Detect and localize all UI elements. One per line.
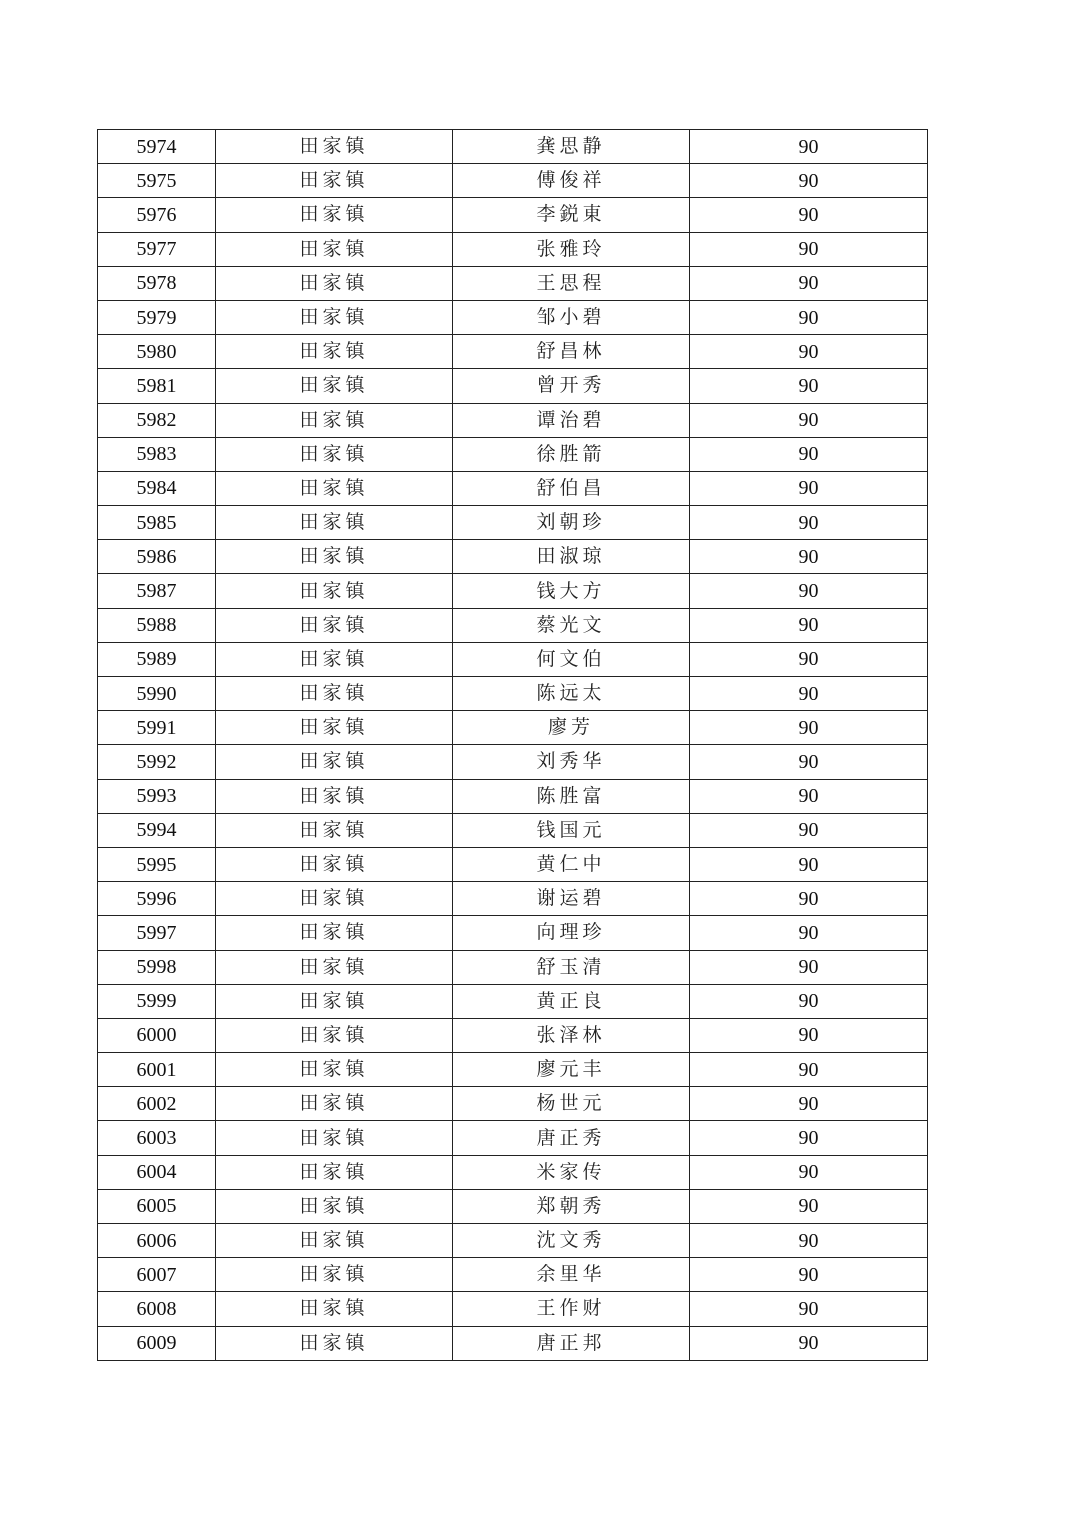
score-cell: 90 <box>690 198 928 232</box>
score-cell: 90 <box>690 574 928 608</box>
table-row <box>98 164 928 198</box>
row-number-cell: 5982 <box>98 403 216 437</box>
row-number-cell: 5977 <box>98 232 216 266</box>
score-cell: 90 <box>690 130 928 164</box>
town-cell: 田家镇 <box>216 300 453 334</box>
row-number-cell: 5981 <box>98 369 216 403</box>
person-name-cell: 张泽林 <box>453 1018 690 1052</box>
score-cell: 90 <box>690 300 928 334</box>
score-cell: 90 <box>690 437 928 471</box>
score-cell: 90 <box>690 403 928 437</box>
table-row <box>98 1292 928 1326</box>
score-cell: 90 <box>690 164 928 198</box>
person-name-cell: 王思程 <box>453 266 690 300</box>
score-cell: 90 <box>690 1189 928 1223</box>
table-row <box>98 813 928 847</box>
row-number-cell: 5996 <box>98 882 216 916</box>
roster-table <box>97 129 928 1361</box>
town-cell: 田家镇 <box>216 1087 453 1121</box>
row-number-cell: 5978 <box>98 266 216 300</box>
row-number-cell: 6007 <box>98 1258 216 1292</box>
row-number-cell: 5985 <box>98 506 216 540</box>
table-row <box>98 916 928 950</box>
town-cell: 田家镇 <box>216 813 453 847</box>
town-cell: 田家镇 <box>216 1224 453 1258</box>
table-row <box>98 198 928 232</box>
score-cell: 90 <box>690 1258 928 1292</box>
town-cell: 田家镇 <box>216 916 453 950</box>
table-row <box>98 779 928 813</box>
score-cell: 90 <box>690 335 928 369</box>
person-name-cell: 张雅玲 <box>453 232 690 266</box>
table-row <box>98 882 928 916</box>
table-row <box>98 232 928 266</box>
person-name-cell: 黄仁中 <box>453 847 690 881</box>
person-name-cell: 郑朝秀 <box>453 1189 690 1223</box>
person-name-cell: 田淑琼 <box>453 540 690 574</box>
person-name-cell: 刘朝珍 <box>453 506 690 540</box>
row-number-cell: 5976 <box>98 198 216 232</box>
score-cell: 90 <box>690 1292 928 1326</box>
town-cell: 田家镇 <box>216 198 453 232</box>
town-cell: 田家镇 <box>216 1121 453 1155</box>
score-cell: 90 <box>690 232 928 266</box>
table-row <box>98 847 928 881</box>
town-cell: 田家镇 <box>216 950 453 984</box>
score-cell: 90 <box>690 1155 928 1189</box>
person-name-cell: 谭治碧 <box>453 403 690 437</box>
row-number-cell: 5991 <box>98 711 216 745</box>
table-row <box>98 711 928 745</box>
person-name-cell: 廖元丰 <box>453 1053 690 1087</box>
person-name-cell: 谢运碧 <box>453 882 690 916</box>
score-cell: 90 <box>690 1326 928 1360</box>
row-number-cell: 5979 <box>98 300 216 334</box>
person-name-cell: 舒昌林 <box>453 335 690 369</box>
score-cell: 90 <box>690 369 928 403</box>
row-number-cell: 5997 <box>98 916 216 950</box>
row-number-cell: 5989 <box>98 642 216 676</box>
person-name-cell: 舒伯昌 <box>453 471 690 505</box>
score-cell: 90 <box>690 916 928 950</box>
town-cell: 田家镇 <box>216 574 453 608</box>
table-row <box>98 1189 928 1223</box>
town-cell: 田家镇 <box>216 1326 453 1360</box>
person-name-cell: 王作财 <box>453 1292 690 1326</box>
town-cell: 田家镇 <box>216 677 453 711</box>
row-number-cell: 5983 <box>98 437 216 471</box>
table-row <box>98 677 928 711</box>
table-row <box>98 1121 928 1155</box>
town-cell: 田家镇 <box>216 779 453 813</box>
row-number-cell: 6003 <box>98 1121 216 1155</box>
score-cell: 90 <box>690 847 928 881</box>
town-cell: 田家镇 <box>216 403 453 437</box>
person-name-cell: 舒玉清 <box>453 950 690 984</box>
score-cell: 90 <box>690 745 928 779</box>
table-row <box>98 335 928 369</box>
score-cell: 90 <box>690 711 928 745</box>
person-name-cell: 米家传 <box>453 1155 690 1189</box>
row-number-cell: 6001 <box>98 1053 216 1087</box>
town-cell: 田家镇 <box>216 335 453 369</box>
row-number-cell: 6008 <box>98 1292 216 1326</box>
table-row <box>98 1053 928 1087</box>
score-cell: 90 <box>690 950 928 984</box>
row-number-cell: 5992 <box>98 745 216 779</box>
table-row <box>98 1326 928 1360</box>
row-number-cell: 6000 <box>98 1018 216 1052</box>
town-cell: 田家镇 <box>216 642 453 676</box>
town-cell: 田家镇 <box>216 506 453 540</box>
town-cell: 田家镇 <box>216 745 453 779</box>
table-row <box>98 1258 928 1292</box>
row-number-cell: 5995 <box>98 847 216 881</box>
table-row <box>98 369 928 403</box>
score-cell: 90 <box>690 1121 928 1155</box>
town-cell: 田家镇 <box>216 1018 453 1052</box>
person-name-cell: 廖芳 <box>453 711 690 745</box>
town-cell: 田家镇 <box>216 471 453 505</box>
score-cell: 90 <box>690 1087 928 1121</box>
town-cell: 田家镇 <box>216 608 453 642</box>
town-cell: 田家镇 <box>216 847 453 881</box>
row-number-cell: 5990 <box>98 677 216 711</box>
row-number-cell: 5975 <box>98 164 216 198</box>
score-cell: 90 <box>690 506 928 540</box>
score-cell: 90 <box>690 1053 928 1087</box>
row-number-cell: 6002 <box>98 1087 216 1121</box>
row-number-cell: 5987 <box>98 574 216 608</box>
roster-table-body <box>98 130 928 1361</box>
town-cell: 田家镇 <box>216 984 453 1018</box>
row-number-cell: 5988 <box>98 608 216 642</box>
score-cell: 90 <box>690 813 928 847</box>
table-row <box>98 437 928 471</box>
person-name-cell: 唐正秀 <box>453 1121 690 1155</box>
row-number-cell: 6005 <box>98 1189 216 1223</box>
town-cell: 田家镇 <box>216 437 453 471</box>
town-cell: 田家镇 <box>216 369 453 403</box>
person-name-cell: 陈远太 <box>453 677 690 711</box>
score-cell: 90 <box>690 608 928 642</box>
table-row <box>98 745 928 779</box>
person-name-cell: 杨世元 <box>453 1087 690 1121</box>
town-cell: 田家镇 <box>216 232 453 266</box>
table-row <box>98 1018 928 1052</box>
row-number-cell: 5974 <box>98 130 216 164</box>
person-name-cell: 余里华 <box>453 1258 690 1292</box>
person-name-cell: 钱国元 <box>453 813 690 847</box>
table-row <box>98 266 928 300</box>
score-cell: 90 <box>690 779 928 813</box>
town-cell: 田家镇 <box>216 164 453 198</box>
person-name-cell: 徐胜箭 <box>453 437 690 471</box>
row-number-cell: 5980 <box>98 335 216 369</box>
table-row <box>98 984 928 1018</box>
town-cell: 田家镇 <box>216 1155 453 1189</box>
row-number-cell: 6009 <box>98 1326 216 1360</box>
table-row <box>98 540 928 574</box>
person-name-cell: 何文伯 <box>453 642 690 676</box>
row-number-cell: 5986 <box>98 540 216 574</box>
row-number-cell: 5984 <box>98 471 216 505</box>
table-row <box>98 608 928 642</box>
person-name-cell: 曾开秀 <box>453 369 690 403</box>
score-cell: 90 <box>690 540 928 574</box>
person-name-cell: 傅俊祥 <box>453 164 690 198</box>
table-row <box>98 642 928 676</box>
table-row <box>98 300 928 334</box>
score-cell: 90 <box>690 266 928 300</box>
table-row <box>98 403 928 437</box>
table-row <box>98 1087 928 1121</box>
table-row <box>98 1155 928 1189</box>
row-number-cell: 5993 <box>98 779 216 813</box>
score-cell: 90 <box>690 642 928 676</box>
person-name-cell: 钱大方 <box>453 574 690 608</box>
town-cell: 田家镇 <box>216 130 453 164</box>
table-row <box>98 574 928 608</box>
score-cell: 90 <box>690 984 928 1018</box>
score-cell: 90 <box>690 1224 928 1258</box>
town-cell: 田家镇 <box>216 1292 453 1326</box>
person-name-cell: 蔡光文 <box>453 608 690 642</box>
person-name-cell: 黄正良 <box>453 984 690 1018</box>
town-cell: 田家镇 <box>216 540 453 574</box>
row-number-cell: 6004 <box>98 1155 216 1189</box>
town-cell: 田家镇 <box>216 1258 453 1292</box>
town-cell: 田家镇 <box>216 266 453 300</box>
row-number-cell: 5998 <box>98 950 216 984</box>
person-name-cell: 刘秀华 <box>453 745 690 779</box>
row-number-cell: 6006 <box>98 1224 216 1258</box>
table-row <box>98 130 928 164</box>
person-name-cell: 龚思静 <box>453 130 690 164</box>
table-row <box>98 1224 928 1258</box>
person-name-cell: 沈文秀 <box>453 1224 690 1258</box>
row-number-cell: 5994 <box>98 813 216 847</box>
person-name-cell: 邹小碧 <box>453 300 690 334</box>
score-cell: 90 <box>690 882 928 916</box>
table-row <box>98 950 928 984</box>
score-cell: 90 <box>690 677 928 711</box>
person-name-cell: 李鋭東 <box>453 198 690 232</box>
score-cell: 90 <box>690 1018 928 1052</box>
row-number-cell: 5999 <box>98 984 216 1018</box>
person-name-cell: 向理珍 <box>453 916 690 950</box>
score-cell: 90 <box>690 471 928 505</box>
town-cell: 田家镇 <box>216 711 453 745</box>
person-name-cell: 陈胜富 <box>453 779 690 813</box>
town-cell: 田家镇 <box>216 1053 453 1087</box>
town-cell: 田家镇 <box>216 1189 453 1223</box>
person-name-cell: 唐正邦 <box>453 1326 690 1360</box>
table-row <box>98 506 928 540</box>
table-row <box>98 471 928 505</box>
town-cell: 田家镇 <box>216 882 453 916</box>
